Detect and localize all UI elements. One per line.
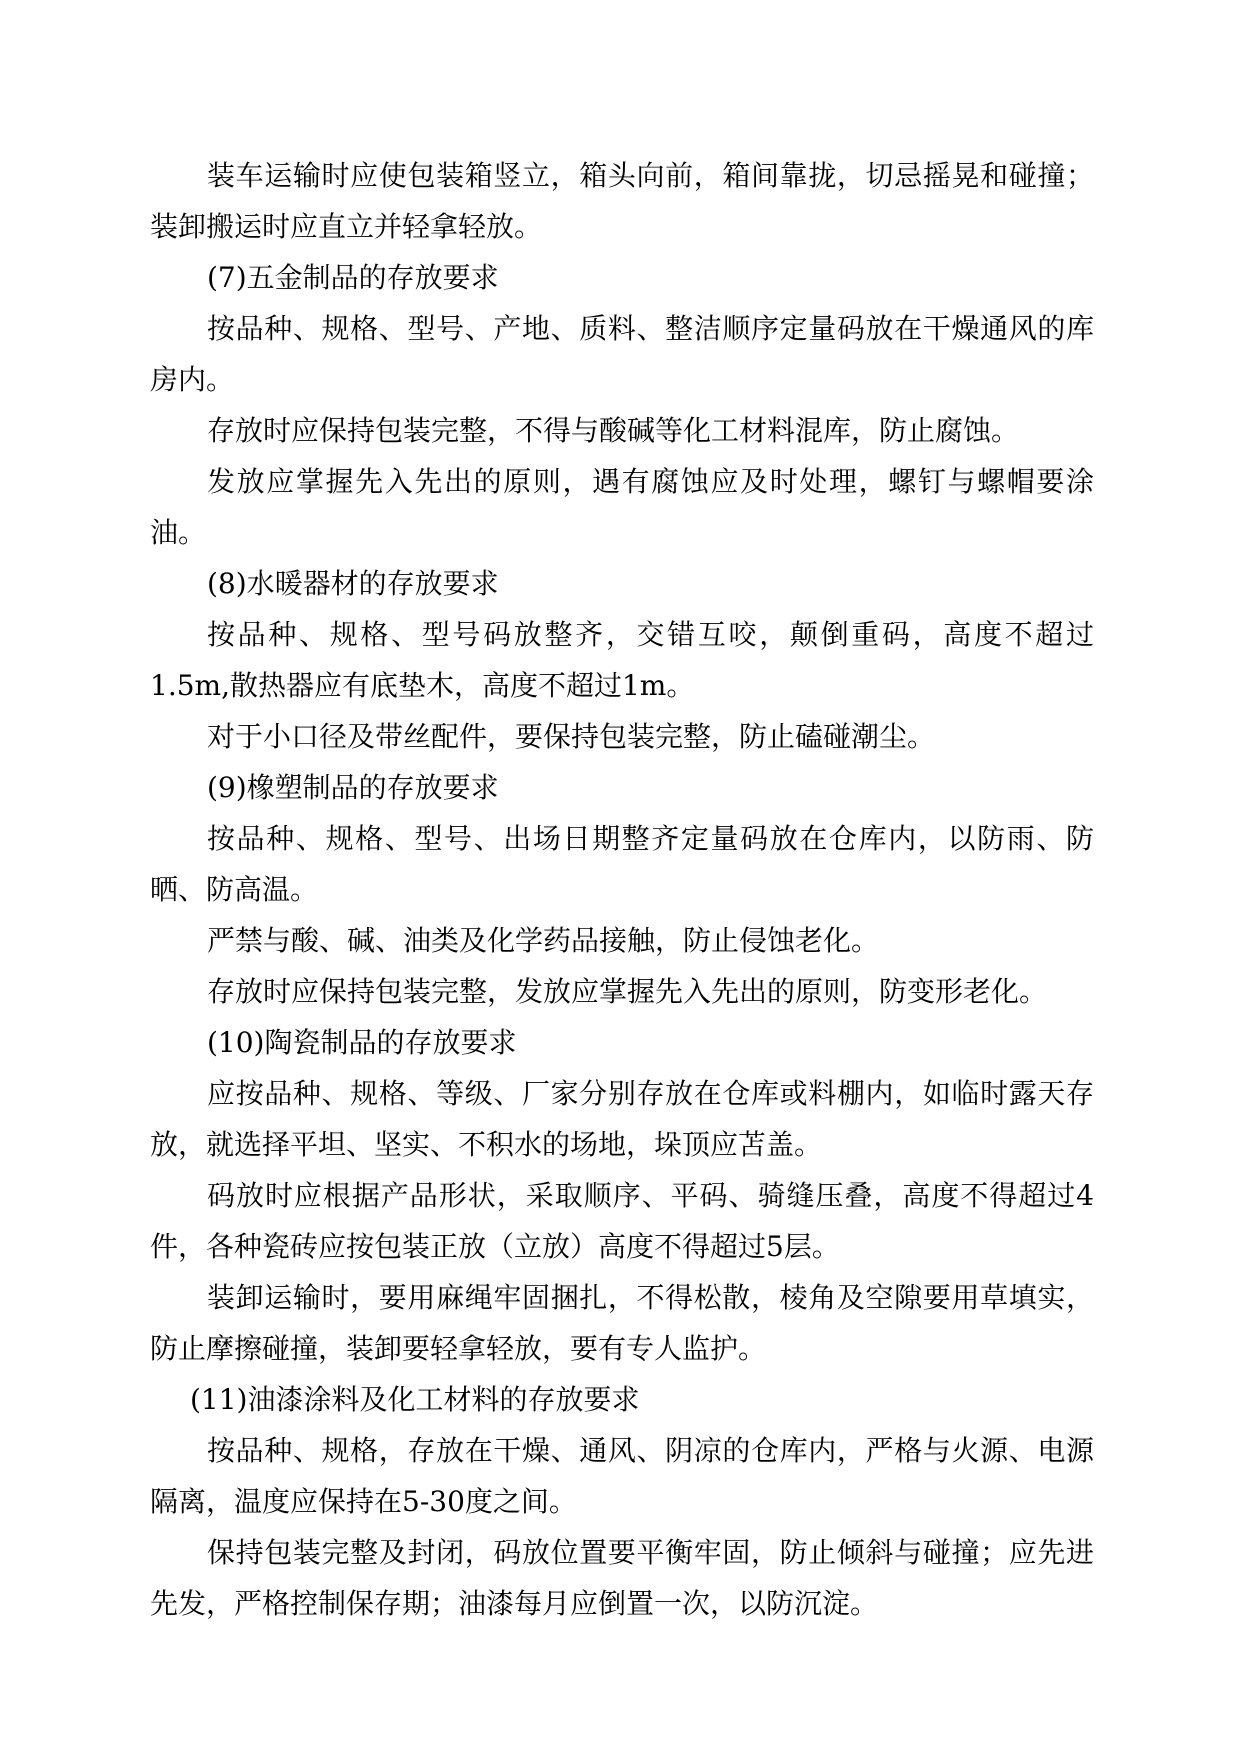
paragraph: 按品种、规格、型号、出场日期整齐定量码放在仓库内，以防雨、防晒、防高温。 <box>150 822 1094 906</box>
paragraph: 严禁与酸、碱、油类及化学药品接触，防止侵蚀老化。 <box>207 924 880 957</box>
paragraph: 发放应掌握先入先出的原则，遇有腐蚀应及时处理，螺钉与螺帽要涂油。 <box>150 465 1094 549</box>
section-heading: (10)陶瓷制品的存放要求 <box>207 1026 517 1059</box>
document-body <box>150 150 1094 1629</box>
paragraph: 装卸运输时，要用麻绳牢固捆扎，不得松散，棱角及空隙要用草填实，防止摩擦碰撞，装卸要轻拿轻放，要有专人监护。 <box>150 1281 1094 1365</box>
paragraph: 按品种、规格、型号、产地、质料、整洁顺序定量码放在干燥通风的库房内。 <box>150 312 1094 396</box>
paragraph: 存放时应保持包装完整，发放应掌握先入先出的原则，防变形老化。 <box>207 975 1048 1008</box>
paragraph: 码放时应根据产品形状，采取顺序、平码、骑缝压叠，高度不得超过4件，各种瓷砖应按包装正放（立放）高度不得超过5层。 <box>150 1179 1094 1263</box>
paragraph: 装车运输时应使包装箱竖立，箱头向前，箱间靠拢，切忌摇晃和碰撞；装卸搬运时应直立并轻拿轻放。 <box>150 159 1094 243</box>
section-heading: (9)橡塑制品的存放要求 <box>207 771 499 804</box>
section-heading: (7)五金制品的存放要求 <box>207 261 499 294</box>
paragraph: 按品种、规格，存放在干燥、通风、阴凉的仓库内，严格与火源、电源隔离，温度应保持在5-30度之间。 <box>150 1434 1094 1518</box>
section-heading: (11)油漆涂料及化工材料的存放要求 <box>190 1383 640 1416</box>
paragraph: 应按品种、规格、等级、厂家分别存放在仓库或料棚内，如临时露天存放，就选择平坦、坚实、不积水的场地，垛顶应苫盖。 <box>150 1077 1094 1161</box>
paragraph: 保持包装完整及封闭，码放位置要平衡牢固，防止倾斜与碰撞；应先进先发，严格控制保存期；油漆每月应倒置一次，以防沉淀。 <box>150 1536 1094 1620</box>
paragraph: 对于小口径及带丝配件，要保持包装完整，防止磕碰潮尘。 <box>207 720 936 753</box>
section-heading: (8)水暖器材的存放要求 <box>207 567 499 600</box>
paragraph: 存放时应保持包装完整，不得与酸碱等化工材料混库，防止腐蚀。 <box>207 414 1020 447</box>
paragraph: 按品种、规格、型号码放整齐，交错互咬，颠倒重码，高度不超过1.5m,散热器应有底垫木，高度不超过1m。 <box>150 618 1094 702</box>
